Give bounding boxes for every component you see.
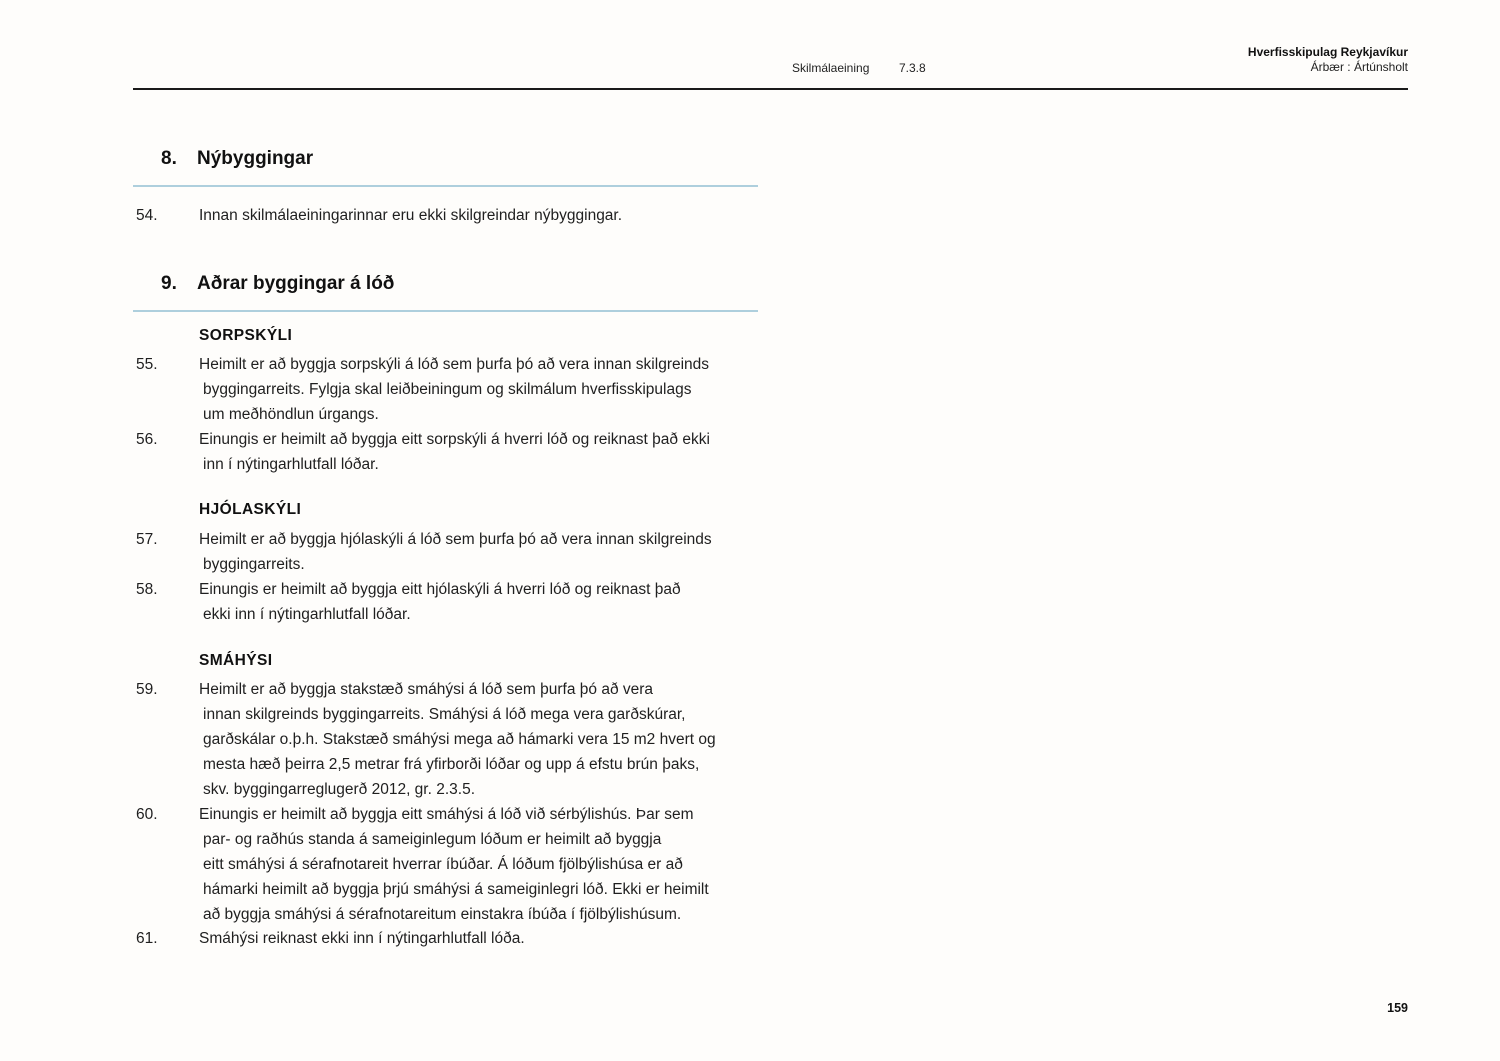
section-heading-9: [161, 273, 394, 295]
group-heading-smahysi: SMÁHÝSI: [199, 652, 273, 669]
item-text: Heimilt er að byggja hjólaskýli á lóð sem þurfa þó að vera innan skilgreinds byggingarreits.: [199, 531, 712, 573]
list-item-57: [136, 527, 712, 577]
list-item-55: [136, 352, 709, 427]
section-rule: [133, 185, 758, 187]
page-number: 159: [1387, 1001, 1408, 1015]
item-text: Einungis er heimilt að byggja eitt hjólaskýli á hverri lóð og reiknast það ekki inn í nýtingarhlutfall lóðar.: [199, 581, 681, 623]
item-number: 61.: [136, 930, 158, 947]
header-section-ref: 7.3.8: [899, 61, 926, 75]
header-org-title: Hverfisskipulag Reykjavíkur: [1247, 45, 1408, 59]
item-number: 54.: [136, 207, 158, 224]
section-rule: [133, 310, 758, 312]
item-text: Einungis er heimilt að byggja eitt smáhýsi á lóð við sérbýlishús. Þar sem par- og raðhús standa á sameiginlegum lóðum er heimilt að byggja eitt smáhýsi á sérafnotareit hverrar íbúðar. Á lóðum fjölbýlishúsa er að hámarki heimilt að byggja þrjú smáhýsi á sameiginlegri lóð. Ekki er heimilt að byggja smáhýsi á sérafnotareitum einstakra íbúða í fjölbýlishúsum.: [199, 806, 709, 923]
list-item-58: [136, 577, 681, 627]
header-area-subtitle: Árbær : Ártúnsholt: [1310, 60, 1408, 74]
item-number: 60.: [136, 806, 158, 823]
item-number: 57.: [136, 531, 158, 548]
list-item-60: [136, 802, 709, 927]
section-title: Nýbyggingar: [197, 148, 314, 169]
item-text: Heimilt er að byggja stakstæð smáhýsi á lóð sem þurfa þó að vera innan skilgreinds byggingarreits. Smáhýsi á lóð mega vera garðskúrar, garðskálar o.þ.h. Stakstæð smáhýsi mega að hámarki vera 15 m2 hvert og mesta hæð þeirra 2,5 metrar frá yfirborði lóðar og upp á efstu brún þaks, skv. byggingarreglugerð 2012, gr. 2.3.5.: [199, 681, 716, 798]
item-text: Einungis er heimilt að byggja eitt sorpskýli á hverri lóð og reiknast það ekki inn í nýtingarhlutfall lóðar.: [199, 431, 710, 473]
item-number: 58.: [136, 581, 158, 598]
list-item-56: [136, 427, 710, 477]
item-text: Smáhýsi reiknast ekki inn í nýtingarhlutfall lóða.: [199, 930, 525, 947]
item-number: 56.: [136, 431, 158, 448]
header-left-label: Skilmálaeining: [792, 61, 870, 75]
header-right-block: [1248, 45, 1408, 75]
section-heading-8: [161, 148, 313, 170]
list-item-61: [136, 926, 525, 951]
group-heading-hjolaskyli: HJÓLASKÝLI: [199, 501, 302, 518]
section-title: Aðrar byggingar á lóð: [197, 273, 395, 294]
item-number: 59.: [136, 681, 158, 698]
group-heading-sorpskyli: SORPSKÝLI: [199, 327, 293, 344]
section-number: 9.: [161, 273, 177, 294]
list-item-54: [136, 203, 622, 228]
item-text: Heimilt er að byggja sorpskýli á lóð sem þurfa þó að vera innan skilgreinds byggingarreits. Fylgja skal leiðbeiningum og skilmálum hverfisskipulags um meðhöndlun úrgangs.: [199, 356, 710, 423]
section-number: 8.: [161, 148, 177, 169]
item-text: Innan skilmálaeiningarinnar eru ekki skilgreindar nýbyggingar.: [199, 207, 623, 224]
list-item-59: [136, 677, 716, 802]
item-number: 55.: [136, 356, 158, 373]
header-rule: [133, 88, 1408, 90]
